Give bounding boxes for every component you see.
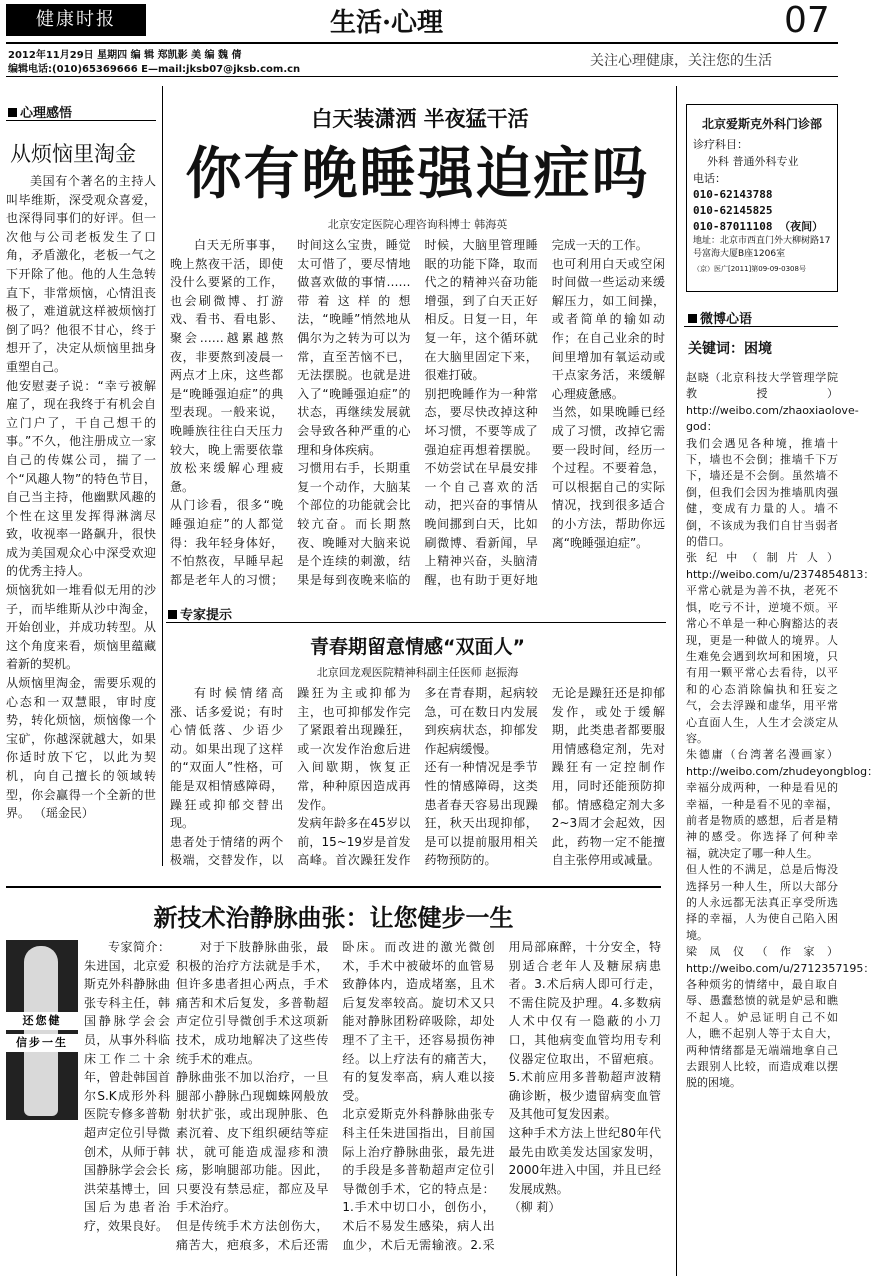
section-title: 生活·心理 xyxy=(330,8,444,38)
expert-article-title: 青春期留意情感“双面人” xyxy=(310,636,525,658)
clinic-phone-label: 电话： xyxy=(693,172,726,185)
clinic-advertisement xyxy=(686,104,838,292)
slogan: 关注心理健康，关注您的生活 xyxy=(590,53,772,69)
article-body: 白天无所事事，晚上熬夜干活，即使没什么要紧的工作，也会刷微博、打游戏、看书、看电影、聚会……越累越熬夜，非要熬到凌晨一两点才上床，这些都是“晚睡强迫症”的典型表现。一般来说，晚睡族往往白天压力较大，晚上需要依靠放松来缓解心理疲惫。 从门诊看，很多“晚睡强迫症”的人都觉得：我年轻身体好，不怕熬夜，早睡早起都是老年人的习惯；时间这么宝贵，睡觉太可惜了，要尽情地做喜欢做的事情……带着这样的想法，“晚睡”悄然地从偶尔为之转为可以为常，直至苦恼不已，无法摆脱。也就是进入了“晚睡强迫症”的状态，再继续发展就会导致各种严重的心理和身体疾病。 习惯用右手，长期重复一个动作，大脑某个部位的功能就会比较亢奋。而长期熬夜、晚睡对大脑来说是个连续的刺激，结果是每到夜晚来临的时候，大脑里管理睡眠的功能下降，取而代之的精神兴奋功能增强，到了白天正好相反。日复一日，年复一年，这个循环就在大脑里固定下来，很难打破。 别把晚睡作为一种常态，要尽快改掉这种坏习惯，不要等成了强迫症再想着摆脱。不妨尝试在早晨安排一个自己喜欢的活动，把兴奋的事情从晚间挪到白天，比如刷微博、看新闻，早上精神兴奋，头脑清醒，也有助于更好地完成一天的工作。 也可利用白天或空闲时间做一些运动来缓解压力，如工间操，或者简单的输如动作；在自己业余的时间里增加有氧运动或干点家务活，来缓解心理疲惫感。 当然，如果晚睡已经成了习惯，改掉它需要一段时间，经历一个过程。不要着急，可以根据自己的实际情况，找到很多适合的小方法，帮助你远离“晚睡强迫症”。 xyxy=(170,238,665,587)
masthead-rule xyxy=(6,42,838,44)
header-rule xyxy=(6,76,838,77)
photo-caption-2: 信步一生 xyxy=(6,1034,78,1052)
leg-silhouette xyxy=(24,946,58,1116)
article-headline: 你有晚睡强迫症吗 xyxy=(185,142,650,207)
newspaper-logo: 健康时报 xyxy=(6,4,146,36)
column-heading-expert: 专家提示 xyxy=(168,604,232,623)
article3-top-rule xyxy=(6,886,661,888)
clinic-phone-1: 010-62143788 xyxy=(693,188,773,201)
weibo-quotes: 赵晓（北京科技大学管理学院教授）http://weibo.com/zhaoxiaolove-god： 我们会遇见各种境，推墙十下，墙也不会倒；推墙千下万下，墙还是不会倒。虽然墙不倒，但我们会因为推墙肌肉强健，变成有力量的人。墙不倒，不该成为我们自甘当弱者的借口。 张纪中（制片人）http://weibo.com/u/2374854813： 平常心就是为善不执，老死不惧，吃亏不计，逆境不烦。平常心不单是一种心胸豁达的表现，更是一种做人的境界。人生难免会遇到坎坷和困境，只有用一颗平常心去看待，以平和的心态消除偏执和狂妄之气，会去浮躁和虚华，用平常心直面人生，人生才会淡定从容。 朱德庸（台湾著名漫画家）http://weibo.com/zhudeyongblog： 幸福分成两种，一种是看见的幸福，一种是看不见的幸福，前者是物质的感想，后者是精神的感受。你选择了何种幸福，就决定了哪一种人生。 但人性的不满足，总是后悔没选择另一种人生，所以大部分的人永远都无法真正享受所选择的幸福，人为使自己陷入困境。 梁凤仪（作家）http://weibo.com/u/2712357195： 各种烦劣的情绪中，最自取自辱、愚蠢愁愤的就是妒忌和瞧不起人。妒忌证明自己不如人，瞧不起别人等于太自大，两种情绪都是无端端地拿自己去跟别人比较，而造成难以摆脱的困境。 xyxy=(686,371,878,1090)
weibo-heading-rule xyxy=(684,326,838,327)
clinic-phone-3: 010-87011108 （夜间） xyxy=(693,220,824,233)
editor-contact: 编辑电话:(010)65369666 E—mail:jksb07@jksb.com.cn xyxy=(8,64,301,75)
clinic-name: 北京爱斯克外科门诊部 xyxy=(701,117,822,131)
article-byline: 北京安定医院心理咨询科博士 韩海英 xyxy=(327,218,508,231)
issue-date-editors: 2012年11月29日 星期四 编 辑 郑凯影 美 编 魏 倩 xyxy=(8,50,242,61)
expert-article-byline: 北京回龙观医院精神科副主任医师 赵振海 xyxy=(316,666,519,679)
column-heading-weibo: 微博心语 xyxy=(688,308,752,327)
column-heading-rule xyxy=(6,120,156,121)
clinic-phone-2: 010-62145825 xyxy=(693,204,773,217)
clinic-dept-label: 诊疗科目： xyxy=(693,138,748,151)
doctor-intro-top: 专家简介：朱进国，北京爱斯克外科静脉曲张专科主任，韩国静脉学会会员，从事外科临床工作二十余年，曾赴韩国首尔S.K成形外科医院专修多普勒超声定位引导微创术，从师于韩国静脉学会会长洪荣基博士，回国后为患者治疗，效果良好。 xyxy=(84,940,170,1233)
clinic-license: （京）医广[2011]第09-09-0308号 xyxy=(693,265,806,273)
essay-title: 从烦恼里淘金 xyxy=(10,142,136,166)
clinic-address: 地址：北京市西直门外大柳树路17号富海大厦B座1206室 xyxy=(693,236,831,259)
photo-caption-1: 还您健 xyxy=(6,1012,78,1030)
article3-body: 对于下肢静脉曲张，最积极的治疗方法就是手术，但许多患者担心两点，手术痛苦和术后复发，多普勒超声定位引导微创手术这项新技术，成功地解决了这些传统手术的难点。 静脉曲张不加以治疗，一旦腿部小静脉凸现蜘蛛网般放射状扩张，或出现肿胀、色素沉着、皮下组织硬结等症状，就可能造成湿疹和溃疡，影响腿部功能。因此，只要没有禁忌症，都应及早手术治疗。 但是传统手术方法创伤大，痛苦大，疤痕多，术后还需卧床。而改进的激光微创术，手术中被破坏的血管易致静体内，造成堵塞，且术后复发率较高。旋切术又只能对静脉团粉碎吸除，却处理不了主干，还容易损伤神经。以上疗法有的痛苦大，有的复发率高，病人难以接受。 北京爱斯克外科静脉曲张专科主任朱进国指出，目前国际上治疗静脉曲张，最先进的手段是多普勒超声定位引导微创手术，它的特点是：1.手术中切口小，创伤小，术后不易发生感染，病人出血少，术后无需输液。2.采用局部麻醉，十分安全，特别适合老年人及糖尿病患者。3.术后病人即可行走，不需住院及护理。4.多数病人术中仅有一隐蔽的小刀口，其他病变血管均用专利仪器定位取出，不留疤痕。5.术前应用多普勒超声波精确诊断，极少遗留病变血管及其他可复发因素。 这种手术方法上世纪80年代最先由欧美发达国家发明，2000年进入中国，并且已经发展成熟。 （柳 莉） xyxy=(176,940,661,1252)
article-subtitle: 白天装潇洒 半夜猛干活 xyxy=(311,106,529,131)
article3-headline: 新技术治静脉曲张：让您健步一生 xyxy=(153,903,514,932)
column-divider xyxy=(162,86,163,866)
leg-photo xyxy=(6,940,78,1120)
page-number: 07 xyxy=(784,0,830,41)
right-column-divider xyxy=(676,86,677,1276)
clinic-dept: 外科 普通外科专业 xyxy=(707,155,799,168)
expert-article-body: 有时候情绪高涨、话多爱说；有时心情低落、少语少动。如果出现了这样的“双面人”性格，可能是双相情感障碍，躁狂或抑郁交替出现。 患者处于情绪的两个极端，交替发作，以躁狂为主或抑郁为主，也可抑郁发作完了紧跟着出现躁狂，或一次发作治愈后进入间歇期，恢复正常，种种原因造成再发作。 发病年龄多在45岁以前，15~19岁是首发高峰。首次躁狂发作多在青春期，起病较急，可在数日内发展到疾病状态，抑郁发作起病缓慢。 还有一种情况是季节性的情感障碍，这类患者春天容易出现躁狂，秋天出现抑郁，是可以提前服用相关药物预防的。 无论是躁狂还是抑郁发作，或处于缓解期，此类患者都要服用情感稳定剂，先对躁狂有一定控制作用，同时还能预防抑郁。情感稳定剂大多2~3周才会起效，因此，药物一定不能擅自主张停用或减量。 xyxy=(170,686,665,868)
column-heading-xinli: 心理感悟 xyxy=(8,102,72,121)
weibo-keyword: 关键词：困境 xyxy=(688,341,772,357)
essay-body: 美国有个著名的主持人叫毕维斯，深受观众喜爱，也深得同事们的好评。但一次他与公司老板发生了口角，矛盾激化，老板一气之下开除了他。他的人生急转直下，非常烦恼，心情沮丧极了，难道就这样被烦恼打倒了吗？他很不甘心，终于想开了，决定从烦恼里拙身重塑自己。 他安慰妻子说：“幸亏被解雇了，现在我终于有机会自立门户了，干自己想干的事。”不久，他注册成立一家自己的传媒公司，揣了一个“风趣人物”的特色节目，自己当主持，他幽默风趣的个性在这里发挥得淋漓尽致，收视率一路飙升，很快成为美国观众心中深受欢迎的优秀主持人。 烦恼犹如一堆看似无用的沙子，而毕维斯从沙中淘金，开始创业，并成功转型。从这个角度来看，烦恼里蕴藏着新的契机。 从烦恼里淘金，需要乐观的心态和一双慧眼，审时度势，转化烦恼，烦恼像一个宝矿，你越深就越大，如果你适时放下它，以此为契机，向自己擅长的领域转型，你会赢得一个全新的世界。 （瑶金民） xyxy=(6,174,156,821)
expert-heading-rule xyxy=(166,622,666,623)
